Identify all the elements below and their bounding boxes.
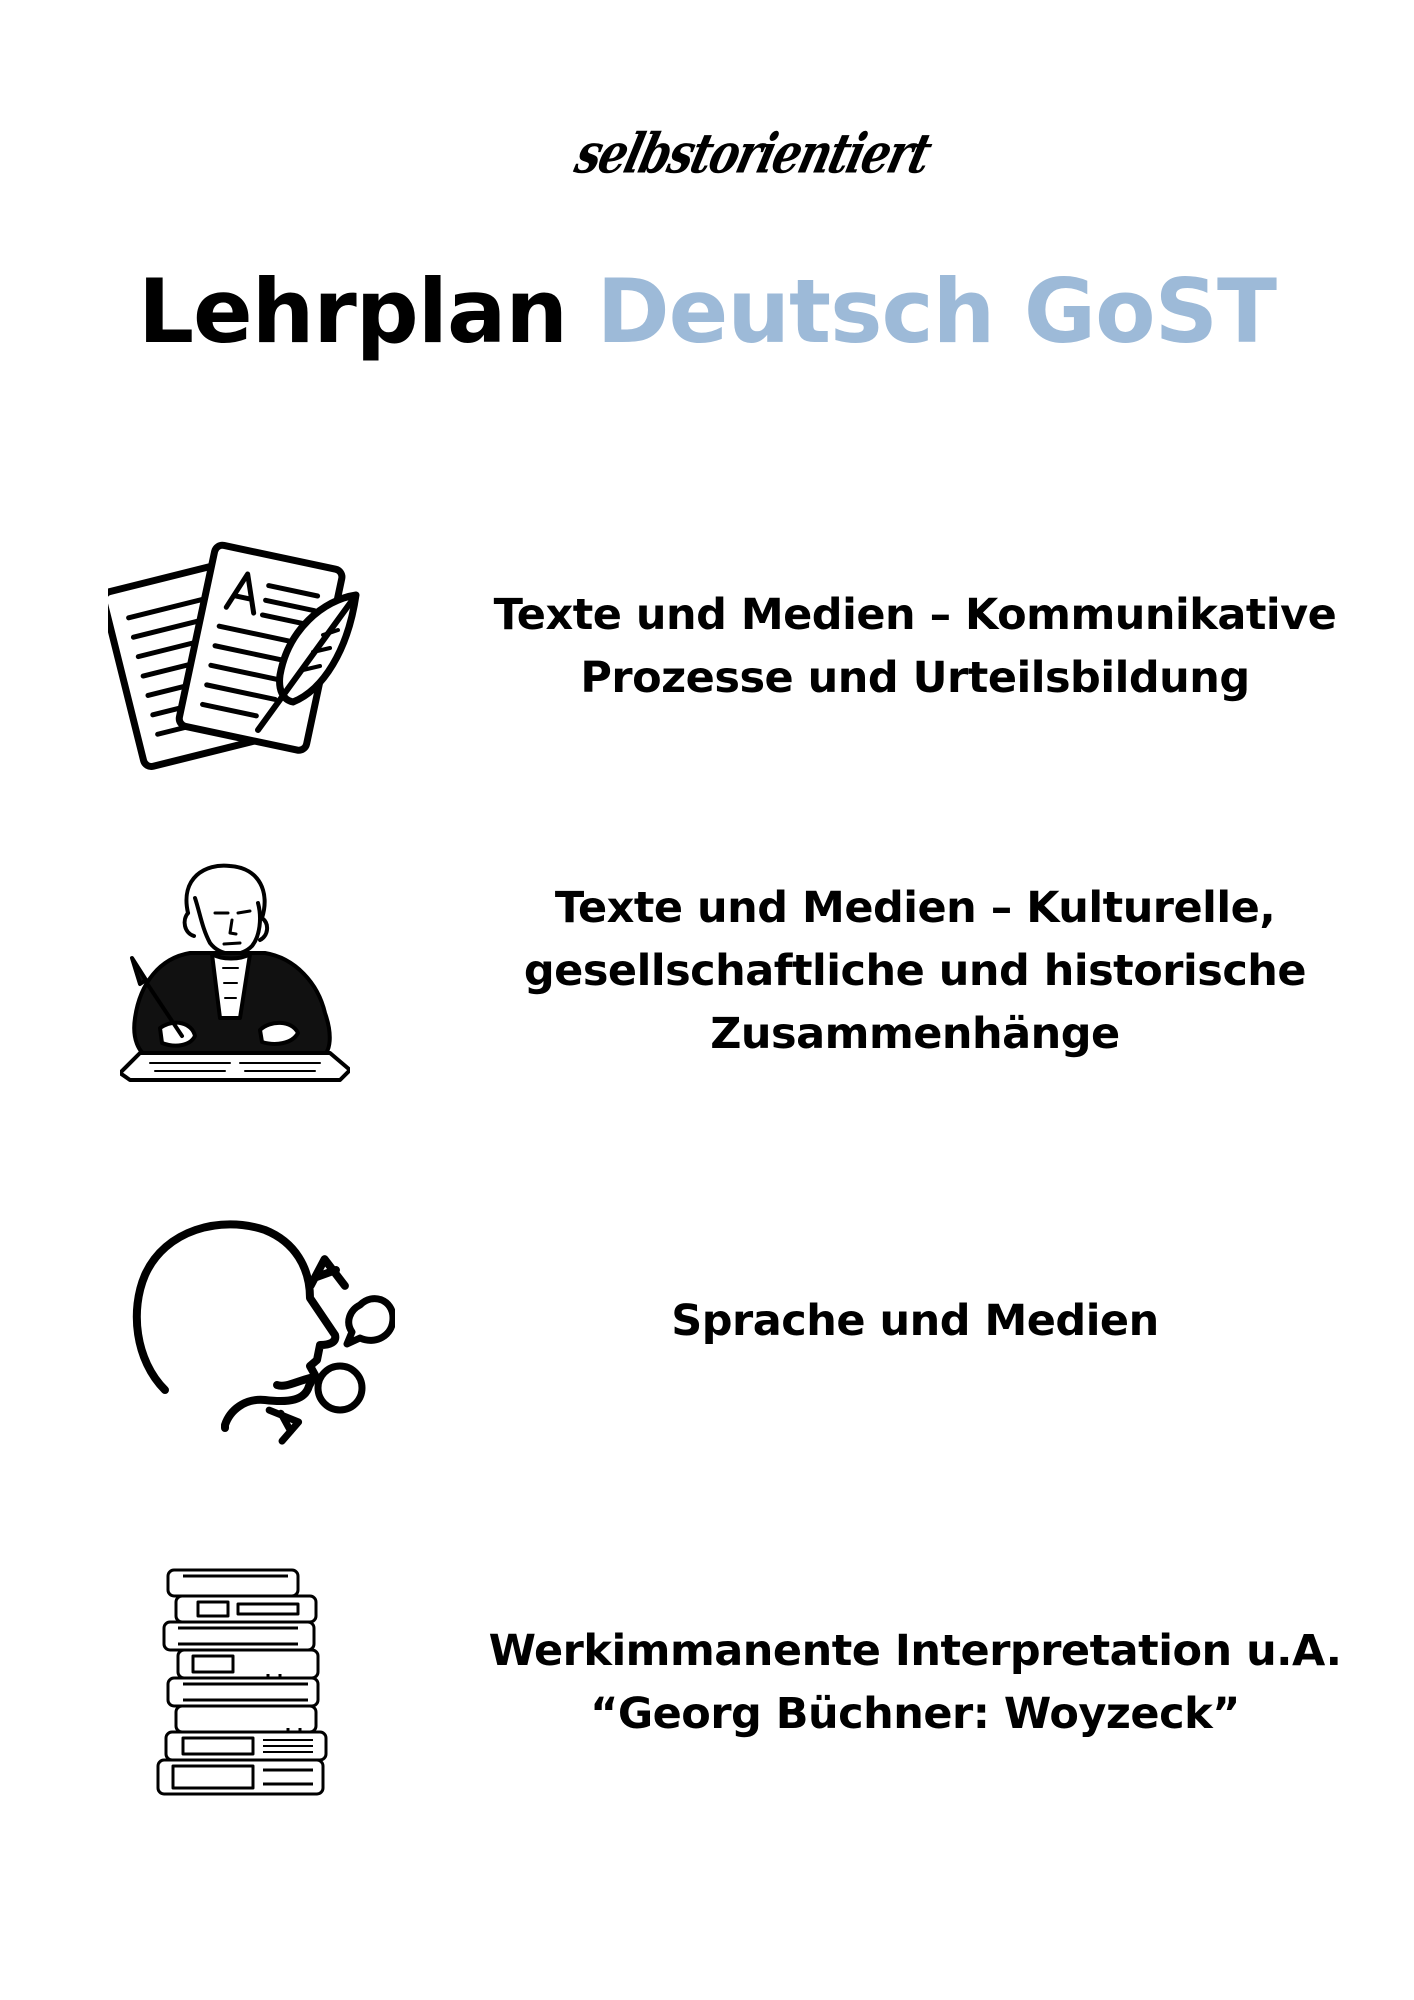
topic-2-text <box>460 877 1370 1066</box>
topic-1-line-2: Prozesse und Urteilsbildung <box>580 653 1250 703</box>
topic-1-text <box>460 584 1370 710</box>
topic-2-line-3: Zusammenhänge <box>710 1009 1120 1059</box>
topic-1-line-1: Texte und Medien – Kommunikative <box>493 590 1337 640</box>
writer-portrait-icon <box>120 858 350 1093</box>
speaking-head-icon <box>125 1210 395 1450</box>
topic-3-line-1: Sprache und Medien <box>671 1296 1159 1346</box>
brand-logo <box>569 110 937 200</box>
topic-4-text <box>460 1620 1370 1746</box>
title-main: Lehrplan <box>137 260 567 363</box>
topic-2-line-2: gesellschaftliche und historische <box>523 946 1307 996</box>
topic-4-line-1: Werkimmanente Interpretation u.A. <box>488 1626 1342 1676</box>
topic-2-line-1: Texte und Medien – Kulturelle, <box>554 883 1276 933</box>
topic-4-line-2: “Georg Büchner: Woyzeck” <box>590 1689 1240 1739</box>
logo-text: selbstorientiert <box>569 122 937 187</box>
title-accent: Deutsch GoST <box>596 260 1276 363</box>
documents-quill-icon <box>108 540 368 780</box>
book-stack-icon <box>138 1562 338 1802</box>
topic-3-text <box>460 1290 1370 1353</box>
page-title <box>0 262 1414 362</box>
